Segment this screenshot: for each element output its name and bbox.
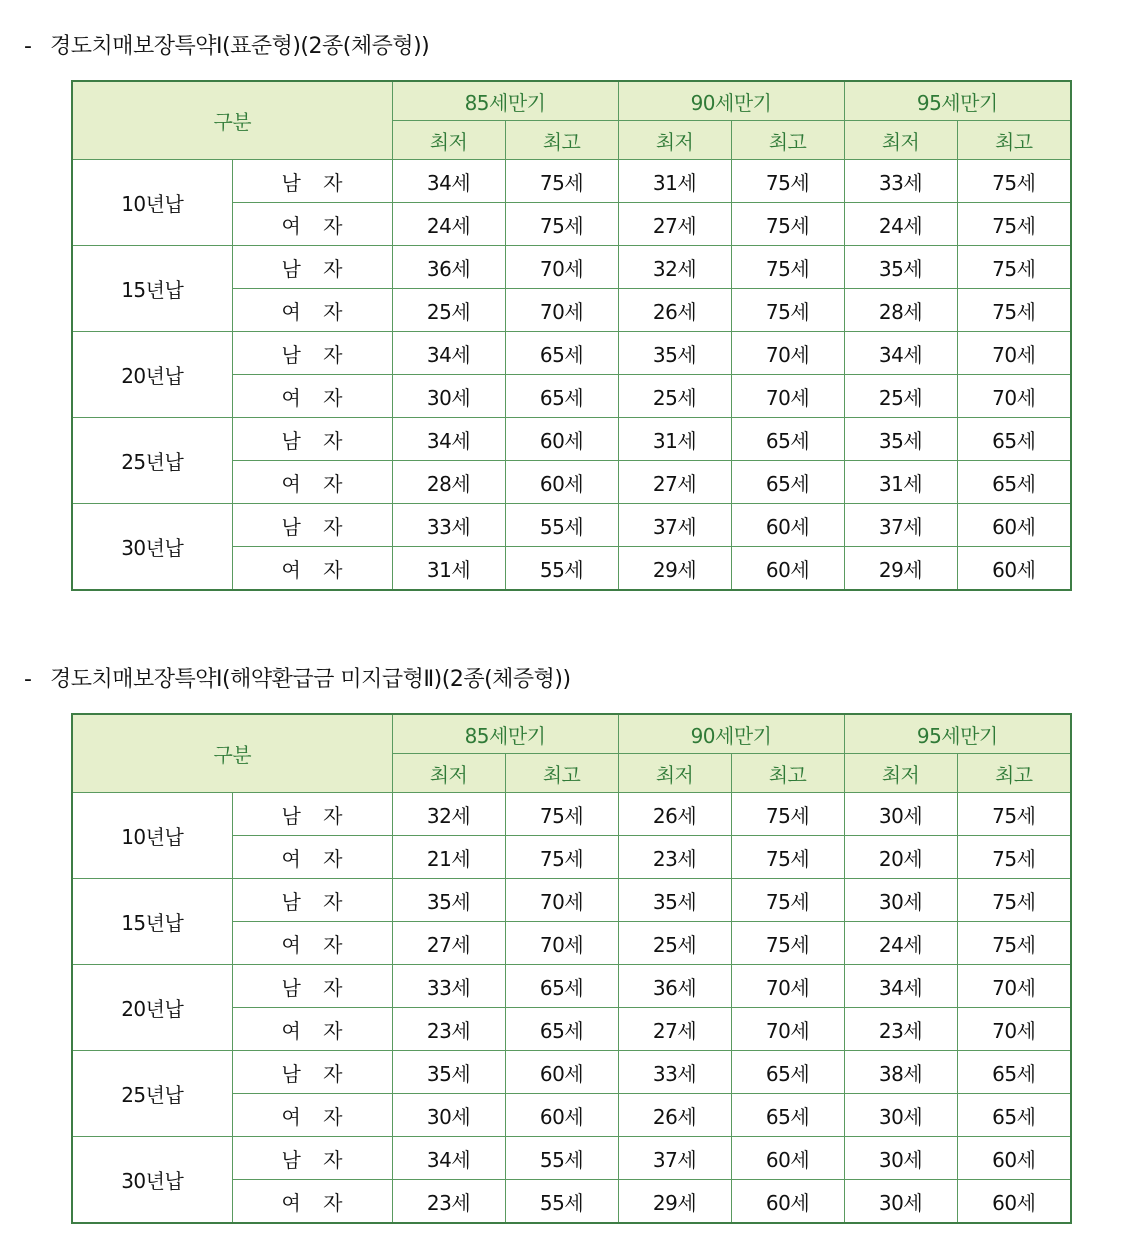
header-maturity: 90세만기 [618,81,844,121]
max-age-cell: 75세 [957,289,1071,332]
header-category: 구분 [72,714,392,793]
payment-term-cell: 25년납 [72,1051,232,1137]
header-min-age: 최저 [392,121,505,160]
section-title [24,32,429,62]
max-age-cell: 60세 [505,418,618,461]
max-age-cell: 65세 [731,418,844,461]
table-row [72,418,1071,461]
max-age-cell: 75세 [731,203,844,246]
section-title-text: 경도치매보장특약Ⅰ(표준형)(2종(체증형)) [50,34,430,59]
min-age-cell: 30세 [844,1180,957,1224]
gender-cell: 여 자 [232,289,392,332]
max-age-cell: 70세 [505,922,618,965]
min-age-cell: 24세 [844,203,957,246]
max-age-cell: 60세 [731,547,844,591]
header-row-maturity [72,714,1071,754]
min-age-cell: 28세 [844,289,957,332]
max-age-cell: 70세 [731,332,844,375]
max-age-cell: 70세 [731,965,844,1008]
max-age-cell: 65세 [957,418,1071,461]
max-age-cell: 65세 [731,1051,844,1094]
gender-cell: 남 자 [232,246,392,289]
table-row [72,1051,1071,1094]
header-maturity: 95세만기 [844,714,1071,754]
min-age-cell: 32세 [392,793,505,836]
payment-term-cell: 10년납 [72,160,232,246]
max-age-cell: 55세 [505,1180,618,1224]
min-age-cell: 23세 [618,836,731,879]
max-age-cell: 60세 [505,1094,618,1137]
min-age-cell: 28세 [392,461,505,504]
min-age-cell: 35세 [392,879,505,922]
header-maturity: 85세만기 [392,714,618,754]
gender-cell: 남 자 [232,965,392,1008]
min-age-cell: 30세 [392,1094,505,1137]
min-age-cell: 23세 [392,1180,505,1224]
min-age-cell: 31세 [392,547,505,591]
min-age-cell: 37세 [618,1137,731,1180]
max-age-cell: 70세 [957,1008,1071,1051]
payment-term-cell: 10년납 [72,793,232,879]
min-age-cell: 26세 [618,1094,731,1137]
gender-cell: 여 자 [232,375,392,418]
max-age-cell: 70세 [505,289,618,332]
min-age-cell: 36세 [392,246,505,289]
max-age-cell: 65세 [505,332,618,375]
max-age-cell: 60세 [731,504,844,547]
bullet-dash: - [24,667,32,692]
gender-cell: 여 자 [232,1180,392,1224]
min-age-cell: 33세 [392,965,505,1008]
min-age-cell: 34세 [392,332,505,375]
gender-cell: 여 자 [232,203,392,246]
min-age-cell: 25세 [392,289,505,332]
payment-term-cell: 20년납 [72,965,232,1051]
max-age-cell: 75세 [957,246,1071,289]
max-age-cell: 65세 [731,1094,844,1137]
min-age-cell: 37세 [844,504,957,547]
max-age-cell: 75세 [731,922,844,965]
min-age-cell: 36세 [618,965,731,1008]
payment-term-cell: 25년납 [72,418,232,504]
header-maturity: 85세만기 [392,81,618,121]
max-age-cell: 75세 [731,793,844,836]
min-age-cell: 38세 [844,1051,957,1094]
min-age-cell: 25세 [844,375,957,418]
header-max-age: 최고 [957,121,1071,160]
min-age-cell: 23세 [392,1008,505,1051]
max-age-cell: 75세 [505,203,618,246]
bullet-dash: - [24,34,32,59]
min-age-cell: 27세 [618,461,731,504]
min-age-cell: 27세 [618,1008,731,1051]
max-age-cell: 75세 [731,246,844,289]
min-age-cell: 31세 [618,418,731,461]
gender-cell: 여 자 [232,1008,392,1051]
max-age-cell: 75세 [957,836,1071,879]
gender-cell: 여 자 [232,922,392,965]
max-age-cell: 65세 [731,461,844,504]
max-age-cell: 65세 [505,1008,618,1051]
max-age-cell: 65세 [505,965,618,1008]
min-age-cell: 21세 [392,836,505,879]
age-range-table [71,80,1072,591]
min-age-cell: 25세 [618,922,731,965]
gender-cell: 여 자 [232,547,392,591]
min-age-cell: 25세 [618,375,731,418]
header-max-age: 최고 [505,121,618,160]
max-age-cell: 75세 [731,160,844,203]
max-age-cell: 65세 [505,375,618,418]
table-row [72,965,1071,1008]
max-age-cell: 75세 [957,160,1071,203]
min-age-cell: 30세 [844,879,957,922]
min-age-cell: 30세 [844,1137,957,1180]
header-min-age: 최저 [844,121,957,160]
gender-cell: 남 자 [232,332,392,375]
max-age-cell: 70세 [731,1008,844,1051]
min-age-cell: 26세 [618,793,731,836]
header-maturity: 90세만기 [618,714,844,754]
max-age-cell: 75세 [957,922,1071,965]
max-age-cell: 65세 [957,1051,1071,1094]
max-age-cell: 60세 [731,1137,844,1180]
payment-term-cell: 30년납 [72,504,232,591]
payment-term-cell: 15년납 [72,246,232,332]
min-age-cell: 29세 [618,1180,731,1224]
max-age-cell: 70세 [731,375,844,418]
max-age-cell: 75세 [957,879,1071,922]
min-age-cell: 33세 [618,1051,731,1094]
max-age-cell: 70세 [505,246,618,289]
header-min-age: 최저 [618,754,731,793]
gender-cell: 여 자 [232,461,392,504]
max-age-cell: 75세 [731,289,844,332]
min-age-cell: 27세 [392,922,505,965]
header-max-age: 최고 [731,121,844,160]
max-age-cell: 70세 [505,879,618,922]
min-age-cell: 35세 [392,1051,505,1094]
header-min-age: 최저 [392,754,505,793]
gender-cell: 여 자 [232,836,392,879]
payment-term-cell: 30년납 [72,1137,232,1224]
min-age-cell: 24세 [392,203,505,246]
max-age-cell: 75세 [505,793,618,836]
max-age-cell: 60세 [957,504,1071,547]
min-age-cell: 34세 [392,1137,505,1180]
max-age-cell: 55세 [505,504,618,547]
max-age-cell: 60세 [957,1137,1071,1180]
max-age-cell: 70세 [957,332,1071,375]
max-age-cell: 60세 [957,547,1071,591]
max-age-cell: 75세 [957,203,1071,246]
section-title [24,665,571,695]
table-row [72,332,1071,375]
gender-cell: 여 자 [232,1094,392,1137]
max-age-cell: 75세 [731,879,844,922]
max-age-cell: 60세 [731,1180,844,1224]
min-age-cell: 30세 [844,1094,957,1137]
min-age-cell: 37세 [618,504,731,547]
max-age-cell: 60세 [957,1180,1071,1224]
table-row [72,1137,1071,1180]
min-age-cell: 31세 [618,160,731,203]
header-max-age: 최고 [957,754,1071,793]
min-age-cell: 35세 [844,246,957,289]
table-row [72,246,1071,289]
min-age-cell: 27세 [618,203,731,246]
gender-cell: 남 자 [232,1137,392,1180]
header-max-age: 최고 [505,754,618,793]
min-age-cell: 35세 [844,418,957,461]
max-age-cell: 65세 [957,1094,1071,1137]
gender-cell: 남 자 [232,879,392,922]
min-age-cell: 32세 [618,246,731,289]
min-age-cell: 33세 [392,504,505,547]
min-age-cell: 30세 [844,793,957,836]
min-age-cell: 29세 [618,547,731,591]
table-row [72,160,1071,203]
header-maturity: 95세만기 [844,81,1071,121]
min-age-cell: 31세 [844,461,957,504]
max-age-cell: 70세 [957,965,1071,1008]
min-age-cell: 34세 [844,332,957,375]
table-row [72,504,1071,547]
payment-term-cell: 15년납 [72,879,232,965]
max-age-cell: 75세 [505,836,618,879]
header-max-age: 최고 [731,754,844,793]
max-age-cell: 65세 [957,461,1071,504]
section-title-text: 경도치매보장특약Ⅰ(해약환급금 미지급형Ⅱ)(2종(체증형)) [50,667,571,692]
min-age-cell: 35세 [618,879,731,922]
gender-cell: 남 자 [232,504,392,547]
max-age-cell: 60세 [505,461,618,504]
gender-cell: 남 자 [232,160,392,203]
max-age-cell: 60세 [505,1051,618,1094]
max-age-cell: 75세 [505,160,618,203]
min-age-cell: 24세 [844,922,957,965]
min-age-cell: 34세 [392,418,505,461]
min-age-cell: 35세 [618,332,731,375]
min-age-cell: 29세 [844,547,957,591]
min-age-cell: 34세 [844,965,957,1008]
max-age-cell: 70세 [957,375,1071,418]
age-range-table [71,713,1072,1224]
min-age-cell: 30세 [392,375,505,418]
table-row [72,879,1071,922]
min-age-cell: 34세 [392,160,505,203]
gender-cell: 남 자 [232,1051,392,1094]
max-age-cell: 55세 [505,547,618,591]
max-age-cell: 55세 [505,1137,618,1180]
gender-cell: 남 자 [232,418,392,461]
min-age-cell: 26세 [618,289,731,332]
max-age-cell: 75세 [731,836,844,879]
max-age-cell: 75세 [957,793,1071,836]
min-age-cell: 20세 [844,836,957,879]
header-category: 구분 [72,81,392,160]
header-row-maturity [72,81,1071,121]
table-row [72,793,1071,836]
header-min-age: 최저 [844,754,957,793]
min-age-cell: 23세 [844,1008,957,1051]
min-age-cell: 33세 [844,160,957,203]
payment-term-cell: 20년납 [72,332,232,418]
header-min-age: 최저 [618,121,731,160]
gender-cell: 남 자 [232,793,392,836]
